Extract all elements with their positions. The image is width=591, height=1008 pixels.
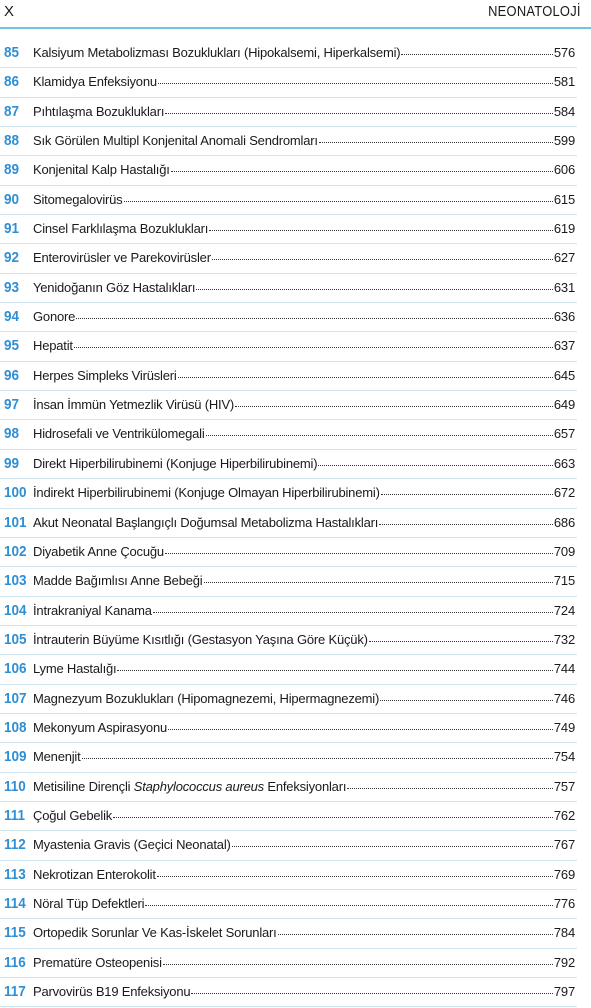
chapter-title: Lyme Hastalığı	[33, 661, 117, 677]
toc-line	[33, 192, 575, 210]
chapter-number: 85	[4, 44, 20, 61]
toc-line	[33, 104, 575, 122]
dot-leader	[145, 905, 553, 906]
page-ref: 757	[553, 778, 575, 794]
toc-line	[33, 925, 575, 943]
dot-leader	[379, 524, 553, 525]
toc-entry	[0, 510, 591, 539]
toc-entry	[0, 627, 591, 656]
page-ref: 769	[553, 866, 575, 882]
toc-line	[33, 515, 575, 533]
chapter-number: 92	[4, 249, 20, 267]
chapter-title: Ortopedik Sorunlar Ve Kas-İskelet Sorunları	[33, 925, 277, 941]
dot-leader	[168, 729, 553, 730]
dot-leader	[178, 377, 553, 378]
chapter-number: 116	[4, 953, 26, 971]
chapter-number: 101	[4, 513, 27, 531]
toc-line	[33, 603, 575, 621]
chapter-title: Çoğul Gebelik	[33, 807, 113, 823]
chapter-number: 109	[4, 748, 27, 766]
chapter-title: Madde Bağımlısı Anne Bebeği	[33, 573, 203, 589]
chapter-number: 103	[4, 572, 27, 590]
page-ref: 784	[553, 925, 575, 941]
chapter-title: Diyabetik Anne Çocuğu	[33, 543, 164, 559]
chapter-title: Sitomegalovirüs	[33, 191, 123, 207]
dot-leader	[278, 934, 553, 935]
toc-line	[33, 162, 575, 180]
chapter-number: 106	[4, 660, 27, 678]
dot-leader	[124, 201, 553, 202]
chapter-title: Nöral Tüp Defektleri	[33, 895, 145, 911]
dot-leader	[401, 54, 553, 55]
dot-leader	[171, 171, 553, 172]
toc-entry	[0, 421, 591, 450]
chapter-number: 108	[4, 718, 27, 736]
toc-entry	[0, 686, 591, 715]
dot-leader	[163, 964, 553, 965]
page-ref: 749	[553, 719, 575, 735]
toc-entry	[0, 715, 591, 744]
dot-leader	[165, 113, 553, 114]
toc-entry	[0, 744, 591, 773]
chapter-title: Direkt Hiperbilirubinemi (Konjuge Hiperbilirubinemi)	[33, 455, 318, 471]
chapter-title: Cinsel Farklılaşma Bozuklukları	[33, 221, 209, 237]
toc-entry	[0, 304, 591, 333]
chapter-title: Kalsiyum Metabolizması Bozuklukları (Hipokalsemi, Hiperkalsemi)	[33, 45, 401, 60]
page-ref: 762	[553, 807, 575, 823]
page-ref: 715	[553, 573, 575, 589]
chapter-title: Yenidoğanın Göz Hastalıkları	[33, 279, 196, 295]
dot-leader	[212, 259, 553, 260]
toc-entry	[0, 480, 591, 509]
chapter-number: 99	[4, 454, 20, 472]
page-ref: 767	[553, 837, 575, 853]
table-of-contents	[0, 40, 591, 1008]
page-ref: 744	[553, 661, 575, 677]
chapter-title: Gonore	[33, 309, 76, 325]
page-ref: 672	[553, 485, 575, 501]
chapter-title: İndirekt Hiperbilirubinemi (Konjuge Olmayan Hiperbilirubinemi)	[33, 485, 380, 501]
chapter-number: 94	[4, 308, 20, 326]
toc-line	[33, 661, 575, 679]
toc-line	[33, 309, 575, 327]
toc-entry	[0, 979, 591, 1008]
toc-entry	[0, 539, 591, 568]
chapter-title: Mekonyum Aspirasyonu	[33, 719, 168, 735]
toc-entry	[0, 568, 591, 597]
toc-line	[33, 544, 575, 562]
chapter-number: 102	[4, 542, 27, 560]
toc-entry	[0, 157, 591, 186]
toc-line	[33, 808, 575, 826]
page-ref: 746	[553, 690, 575, 706]
page-ref: 619	[553, 221, 575, 237]
page-ref: 732	[553, 631, 575, 647]
dot-leader	[117, 670, 552, 671]
chapter-number: 104	[4, 601, 27, 619]
page-ref: 776	[553, 895, 575, 911]
chapter-title: Pıhtılaşma Bozuklukları	[33, 103, 165, 119]
toc-entry	[0, 275, 591, 304]
chapter-number: 107	[4, 689, 27, 707]
chapter-title: İntrauterin Büyüme Kısıtlığı (Gestasyon Yaşına Göre Küçük)	[33, 631, 368, 647]
toc-entry	[0, 69, 591, 98]
toc-entry	[0, 803, 591, 832]
toc-entry	[0, 656, 591, 685]
toc-line	[33, 573, 575, 591]
dot-leader	[82, 758, 553, 759]
dot-leader	[165, 553, 553, 554]
toc-entry	[0, 128, 591, 157]
chapter-title: Myastenia Gravis (Geçici Neonatal)	[33, 837, 231, 853]
page-header	[0, 0, 591, 24]
toc-line	[33, 837, 575, 855]
chapter-number: 117	[4, 983, 26, 1000]
toc-entry	[0, 920, 591, 949]
dot-leader	[318, 465, 553, 466]
page-ref: 649	[553, 397, 575, 413]
chapter-title: İnsan İmmün Yetmezlik Virüsü (HIV)	[33, 397, 235, 413]
chapter-number: 91	[4, 220, 20, 238]
toc-entry	[0, 363, 591, 392]
toc-line	[33, 250, 575, 268]
toc-line	[33, 133, 575, 151]
chapter-title: Hidrosefali ve Ventrikülomegali	[33, 426, 205, 442]
chapter-number: 113	[4, 865, 26, 883]
page-ref: 724	[553, 602, 575, 618]
toc-entry	[0, 40, 591, 69]
toc-line	[33, 74, 575, 92]
chapter-number: 88	[4, 132, 20, 150]
toc-entry	[0, 99, 591, 128]
chapter-title: Parvovirüs B19 Enfeksiyonu	[33, 984, 191, 999]
chapter-title: Prematüre Osteopenisi	[33, 954, 162, 970]
toc-line	[33, 456, 575, 474]
toc-line	[33, 867, 575, 885]
dot-leader	[232, 846, 553, 847]
dot-leader	[235, 406, 553, 407]
dot-leader	[319, 142, 553, 143]
toc-line	[33, 485, 575, 503]
toc-entry	[0, 950, 591, 979]
chapter-title: Hepatit	[33, 338, 73, 354]
page-ref: 599	[553, 133, 575, 149]
chapter-number: 97	[4, 396, 20, 414]
page-ref: 576	[553, 45, 575, 60]
book-title: NEONATOLOJİ	[488, 3, 581, 20]
dot-leader	[113, 817, 553, 818]
dot-leader	[196, 289, 553, 290]
dot-leader	[191, 993, 553, 994]
page-ref: 645	[553, 367, 575, 383]
dot-leader	[369, 641, 553, 642]
page-ref: 606	[553, 162, 575, 178]
page-ref: 797	[553, 984, 575, 999]
header-rule	[0, 27, 591, 29]
toc-line	[33, 426, 575, 444]
chapter-title: Enterovirüsler ve Parekovirüsler	[33, 250, 211, 266]
page-ref: 631	[553, 279, 575, 295]
chapter-number: 95	[4, 337, 20, 355]
page-ref: 754	[553, 749, 575, 765]
chapter-number: 87	[4, 102, 20, 120]
page-ref: 584	[553, 103, 575, 119]
toc-entry	[0, 187, 591, 216]
chapter-title: Metisiline Dirençli Staphylococcus aureus Enfeksiyonları	[33, 778, 347, 794]
toc-line	[33, 779, 575, 797]
toc-line	[33, 280, 575, 298]
toc-entry	[0, 216, 591, 245]
toc-line	[33, 749, 575, 767]
page-ref: 581	[553, 74, 575, 90]
page-ref: 663	[553, 455, 575, 471]
toc-line	[33, 955, 575, 973]
chapter-number: 110	[4, 777, 26, 795]
dot-leader	[74, 347, 553, 348]
toc-entry	[0, 451, 591, 480]
toc-line	[33, 720, 575, 738]
chapter-title: Klamidya Enfeksiyonu	[33, 74, 157, 90]
toc-line	[33, 221, 575, 239]
toc-line	[33, 691, 575, 709]
toc-entry	[0, 774, 591, 803]
toc-line	[33, 338, 575, 356]
chapter-number: 98	[4, 425, 20, 443]
chapter-title: Sık Görülen Multipl Konjenital Anomali Sendromları	[33, 133, 318, 149]
dot-leader	[153, 612, 553, 613]
page-number: X	[4, 3, 15, 20]
toc-line	[33, 397, 575, 415]
dot-leader	[204, 582, 553, 583]
chapter-number: 86	[4, 73, 20, 91]
toc-entry	[0, 862, 591, 891]
chapter-title: İntrakraniyal Kanama	[33, 602, 152, 618]
chapter-number: 111	[4, 806, 26, 824]
toc-line	[33, 45, 575, 63]
page-ref: 637	[553, 338, 575, 354]
chapter-number: 90	[4, 190, 20, 208]
chapter-number: 89	[4, 161, 20, 179]
chapter-number: 96	[4, 366, 20, 384]
chapter-title: Magnezyum Bozuklukları (Hipomagnezemi, Hipermagnezemi)	[33, 690, 380, 706]
page-ref: 709	[553, 543, 575, 559]
chapter-title: Herpes Simpleks Virüsleri	[33, 367, 177, 383]
toc-line	[33, 632, 575, 650]
chapter-number: 100	[4, 484, 27, 502]
dot-leader	[206, 435, 553, 436]
page-ref: 636	[553, 309, 575, 325]
chapter-number: 114	[4, 894, 26, 912]
chapter-number: 115	[4, 924, 26, 942]
dot-leader	[157, 876, 553, 877]
dot-leader	[158, 83, 553, 84]
toc-line	[33, 368, 575, 386]
toc-entry	[0, 392, 591, 421]
chapter-number: 112	[4, 836, 26, 854]
dot-leader	[209, 230, 553, 231]
dot-leader	[381, 494, 553, 495]
dot-leader	[347, 788, 553, 789]
page-ref: 657	[553, 426, 575, 442]
dot-leader	[380, 700, 553, 701]
toc-entry	[0, 832, 591, 861]
dot-leader	[76, 318, 553, 319]
page-ref: 792	[553, 954, 575, 970]
chapter-number: 93	[4, 278, 20, 296]
page-ref: 686	[553, 514, 575, 530]
page-ref: 627	[553, 250, 575, 266]
chapter-title: Menenjit	[33, 749, 81, 765]
chapter-title: Nekrotizan Enterokolit	[33, 866, 156, 882]
species-name: Staphylococcus aureus	[133, 778, 264, 794]
toc-entry	[0, 245, 591, 274]
toc-entry	[0, 333, 591, 362]
chapter-number: 105	[4, 630, 27, 648]
toc-line	[33, 896, 575, 914]
toc-entry	[0, 598, 591, 627]
toc-line	[33, 984, 575, 1002]
page-ref: 615	[553, 191, 575, 207]
toc-entry	[0, 891, 591, 920]
chapter-title: Konjenital Kalp Hastalığı	[33, 162, 170, 178]
chapter-title: Akut Neonatal Başlangıçlı Doğumsal Metabolizma Hastalıkları	[33, 514, 379, 530]
